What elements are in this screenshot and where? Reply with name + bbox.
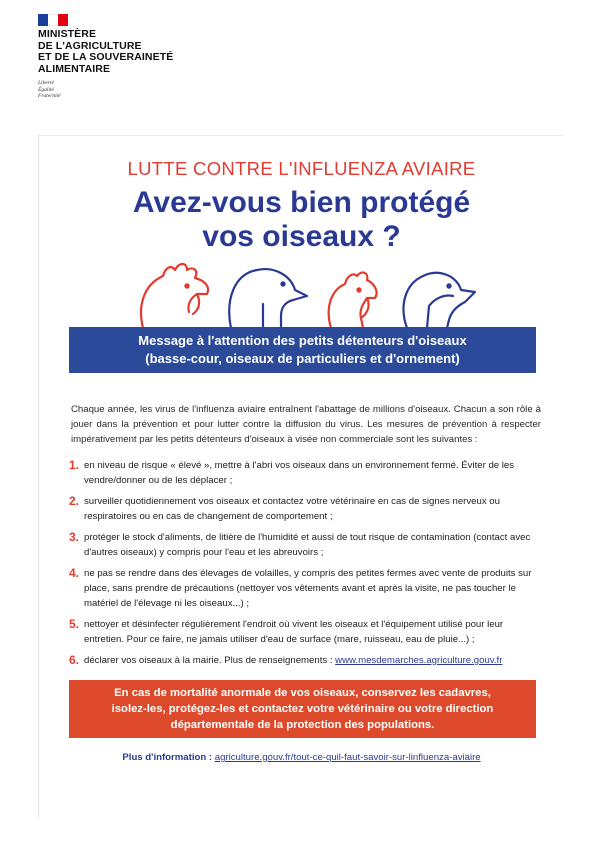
alert-line-1: En cas de mortalité anormale de vos oiseaux, conservez les cadavres, [114, 687, 491, 699]
motto-liberte: Liberté [38, 80, 54, 86]
motto-fraternite: Fraternité [38, 93, 61, 99]
rooster-outline-icon [141, 264, 208, 328]
title-line-2: vos oiseaux ? [202, 220, 401, 253]
item-text: nettoyer et désinfecter régulièrement l'endroit où vivent les oiseaux et l'équipement utilisé pour leur entretien. Pour ce faire, ne jamais utiliser d'eau de surface (mare, ruisseau, eau de pluie...) ; [84, 619, 504, 645]
item-number: 1. [69, 458, 80, 472]
audience-banner [69, 327, 536, 373]
alert-line-3: départementale de la protection des populations. [170, 719, 435, 731]
item-text: ne pas se rendre dans des élevages de volailles, y compris des petites fermes avec vente de produits sur place, sans prendre de précautions (nettoyer vos vêtements avant et après la visite, ne pas toucher le matériel de l'élevage ni les oiseaux...) ; [84, 568, 532, 609]
poster-subtitle: LUTTE CONTRE L'INFLUENZA AVIAIRE [127, 158, 476, 179]
mortality-alert-banner [69, 680, 536, 738]
intro-paragraph: Chaque année, les virus de l'influenza aviaire entraînent l'abattage de millions d'oiseaux. Chacun a son rôle à jouer dans la prévention et pour lutter contre la diffusion du virus. Les mesures de prévention à respecter impérativement par les petits détenteurs d'oiseaux à visée non commerciale sont les suivantes : [71, 404, 541, 445]
republic-motto [38, 80, 258, 100]
item-text: protéger le stock d'aliments, de litière de l'humidité et aussi de tout risque de contamination (contact avec d'autres oiseaux) y compris pour l'eau et les abreuvoirs ; [84, 532, 531, 558]
ministry-name: MINISTÈRE DE L'AGRICULTURE ET DE LA SOUVERAINETÉ ALIMENTAIRE [38, 28, 174, 75]
list-item [69, 617, 541, 647]
motto-egalite: Égalité [38, 86, 54, 93]
poster-title [39, 186, 564, 254]
item-number: 3. [69, 530, 80, 544]
list-item [69, 566, 541, 611]
list-item [69, 653, 541, 668]
item-text [84, 653, 502, 668]
duck-outline-icon [404, 273, 475, 328]
hen-outline-icon [329, 273, 377, 328]
more-info-label: Plus d'information : [122, 752, 215, 763]
audience-line-1: Message à l'attention des petits détenteurs d'oiseaux [138, 333, 467, 348]
alert-line-2: isolez-les, protégez-les et contactez votre vétérinaire ou votre direction [111, 703, 494, 715]
goose-outline-icon [229, 269, 307, 328]
item-number: 6. [69, 653, 80, 667]
list-item [69, 494, 541, 524]
list-item [69, 530, 541, 560]
item-text: en niveau de risque « élevé », mettre à l'abri vos oiseaux dans un environnement fermé. Éviter de les vendre/donner ou de les déplacer ; [84, 460, 515, 486]
item-number: 4. [69, 566, 80, 580]
list-item [69, 458, 541, 488]
bird-illustrations [135, 254, 485, 328]
item-number: 5. [69, 617, 80, 631]
marianne-flag-logo [38, 14, 68, 26]
more-info-link[interactable]: agriculture.gouv.fr/tout-ce-quil-faut-savoir-sur-linfluenza-aviaire [214, 752, 481, 763]
mesdemarches-link[interactable]: www.mesdemarches.agriculture.gouv.fr [335, 655, 503, 666]
prevention-measures-list [69, 458, 541, 674]
item-text-main: déclarer vos oiseaux à la mairie. Plus de renseignements : [84, 655, 336, 666]
item-number: 2. [69, 494, 80, 508]
ministry-header [38, 14, 258, 100]
more-information [39, 752, 564, 763]
item-text: surveiller quotidiennement vos oiseaux et contactez votre vétérinaire en cas de signes nerveux ou respiratoires ou en cas de changement de comportement ; [84, 496, 500, 522]
title-line-1: Avez-vous bien protégé [132, 186, 471, 219]
avian-flu-poster [38, 135, 564, 818]
audience-line-2: (basse-cour, oiseaux de particuliers et d'ornement) [145, 351, 460, 366]
